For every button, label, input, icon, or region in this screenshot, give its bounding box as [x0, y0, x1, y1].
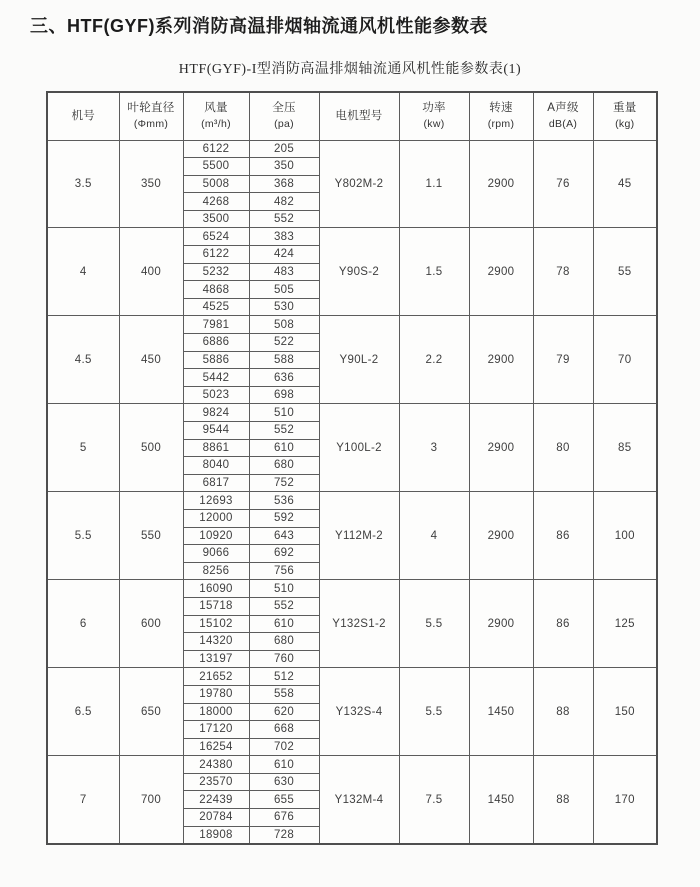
cell-speed: 2900 [469, 492, 533, 580]
table-row [47, 140, 657, 158]
cell-weight: 70 [593, 316, 657, 404]
column-label: 电机型号 [335, 109, 383, 122]
cell-pressure: 483 [249, 263, 319, 281]
cell-power: 1.1 [399, 140, 469, 228]
column-unit: dB(A) [548, 118, 578, 130]
cell-pressure: 698 [249, 386, 319, 404]
cell-motor-model: Y90S-2 [319, 228, 399, 316]
cell-impeller-diameter: 700 [119, 756, 183, 844]
cell-pressure: 756 [249, 562, 319, 580]
table-header [47, 92, 657, 140]
cell-impeller-diameter: 550 [119, 492, 183, 580]
cell-motor-model: Y132S1-2 [319, 580, 399, 668]
column-label: 风量 [204, 101, 228, 114]
cell-airflow: 5023 [183, 386, 249, 404]
cell-power: 5.5 [399, 668, 469, 756]
column-label: 转速 [489, 101, 513, 114]
cell-pressure: 702 [249, 738, 319, 756]
cell-airflow: 3500 [183, 210, 249, 228]
cell-power: 5.5 [399, 580, 469, 668]
cell-pressure: 643 [249, 527, 319, 545]
table-row [47, 668, 657, 686]
cell-speed: 2900 [469, 228, 533, 316]
cell-weight: 170 [593, 756, 657, 844]
cell-noise-level: 76 [533, 140, 593, 228]
cell-power: 3 [399, 404, 469, 492]
cell-airflow: 13197 [183, 650, 249, 668]
cell-model-no: 4 [47, 228, 119, 316]
cell-pressure: 636 [249, 369, 319, 387]
cell-airflow: 16090 [183, 580, 249, 598]
column-header-jihao [47, 92, 119, 140]
cell-pressure: 536 [249, 492, 319, 510]
cell-airflow: 5232 [183, 263, 249, 281]
cell-pressure: 592 [249, 509, 319, 527]
cell-power: 2.2 [399, 316, 469, 404]
cell-pressure: 655 [249, 791, 319, 809]
cell-pressure: 610 [249, 439, 319, 457]
column-header-speed [469, 92, 533, 140]
cell-pressure: 508 [249, 316, 319, 334]
cell-power: 4 [399, 492, 469, 580]
cell-pressure: 482 [249, 193, 319, 211]
cell-pressure: 510 [249, 580, 319, 598]
cell-noise-level: 80 [533, 404, 593, 492]
cell-pressure: 692 [249, 545, 319, 563]
cell-weight: 125 [593, 580, 657, 668]
cell-pressure: 552 [249, 210, 319, 228]
column-label: 叶轮直径 [127, 101, 175, 114]
cell-pressure: 530 [249, 298, 319, 316]
column-unit: (kg) [615, 118, 635, 130]
cell-speed: 1450 [469, 756, 533, 844]
cell-pressure: 424 [249, 246, 319, 264]
cell-airflow: 24380 [183, 756, 249, 774]
cell-airflow: 8861 [183, 439, 249, 457]
cell-weight: 150 [593, 668, 657, 756]
cell-airflow: 18908 [183, 826, 249, 844]
cell-pressure: 588 [249, 351, 319, 369]
cell-airflow: 5886 [183, 351, 249, 369]
cell-model-no: 7 [47, 756, 119, 844]
cell-pressure: 760 [249, 650, 319, 668]
cell-pressure: 522 [249, 334, 319, 352]
cell-noise-level: 88 [533, 756, 593, 844]
cell-airflow: 10920 [183, 527, 249, 545]
cell-pressure: 552 [249, 422, 319, 440]
cell-impeller-diameter: 350 [119, 140, 183, 228]
cell-model-no: 5 [47, 404, 119, 492]
cell-motor-model: Y90L-2 [319, 316, 399, 404]
cell-impeller-diameter: 650 [119, 668, 183, 756]
cell-pressure: 350 [249, 158, 319, 176]
cell-pressure: 205 [249, 140, 319, 158]
cell-pressure: 510 [249, 404, 319, 422]
cell-pressure: 558 [249, 685, 319, 703]
cell-pressure: 505 [249, 281, 319, 299]
column-header-flow [183, 92, 249, 140]
cell-motor-model: Y100L-2 [319, 404, 399, 492]
cell-airflow: 18000 [183, 703, 249, 721]
cell-pressure: 676 [249, 809, 319, 827]
table-subtitle: HTF(GYF)-I型消防高温排烟轴流通风机性能参数表(1) [178, 62, 522, 77]
header-row [47, 92, 657, 140]
cell-airflow: 4868 [183, 281, 249, 299]
cell-airflow: 6524 [183, 228, 249, 246]
cell-pressure: 552 [249, 597, 319, 615]
table-row [47, 228, 657, 246]
cell-model-no: 3.5 [47, 140, 119, 228]
cell-motor-model: Y132M-4 [319, 756, 399, 844]
cell-airflow: 20784 [183, 809, 249, 827]
table-body [47, 140, 657, 844]
cell-motor-model: Y802M-2 [319, 140, 399, 228]
cell-model-no: 5.5 [47, 492, 119, 580]
fan-spec-table [46, 91, 658, 845]
column-header-noise [533, 92, 593, 140]
cell-airflow: 5500 [183, 158, 249, 176]
cell-weight: 100 [593, 492, 657, 580]
column-header-motor [319, 92, 399, 140]
cell-speed: 1450 [469, 668, 533, 756]
cell-airflow: 16254 [183, 738, 249, 756]
column-unit: (Φmm) [133, 118, 169, 130]
cell-impeller-diameter: 600 [119, 580, 183, 668]
cell-airflow: 12000 [183, 509, 249, 527]
cell-noise-level: 79 [533, 316, 593, 404]
cell-pressure: 512 [249, 668, 319, 686]
cell-pressure: 383 [249, 228, 319, 246]
cell-noise-level: 88 [533, 668, 593, 756]
cell-motor-model: Y112M-2 [319, 492, 399, 580]
cell-speed: 2900 [469, 316, 533, 404]
cell-airflow: 17120 [183, 721, 249, 739]
cell-airflow: 23570 [183, 773, 249, 791]
cell-pressure: 620 [249, 703, 319, 721]
table-row [47, 492, 657, 510]
cell-airflow: 4525 [183, 298, 249, 316]
cell-airflow: 6886 [183, 334, 249, 352]
cell-speed: 2900 [469, 404, 533, 492]
cell-noise-level: 86 [533, 492, 593, 580]
cell-airflow: 21652 [183, 668, 249, 686]
cell-model-no: 6 [47, 580, 119, 668]
column-unit: (rpm) [487, 118, 515, 130]
cell-airflow: 9544 [183, 422, 249, 440]
cell-weight: 55 [593, 228, 657, 316]
cell-airflow: 7981 [183, 316, 249, 334]
column-header-power [399, 92, 469, 140]
cell-impeller-diameter: 450 [119, 316, 183, 404]
cell-speed: 2900 [469, 140, 533, 228]
cell-airflow: 5008 [183, 175, 249, 193]
cell-pressure: 668 [249, 721, 319, 739]
cell-weight: 85 [593, 404, 657, 492]
column-label: 机号 [71, 109, 96, 122]
cell-noise-level: 78 [533, 228, 593, 316]
cell-motor-model: Y132S-4 [319, 668, 399, 756]
column-unit: (m³/h) [201, 118, 231, 130]
cell-airflow: 8256 [183, 562, 249, 580]
cell-pressure: 610 [249, 615, 319, 633]
cell-pressure: 752 [249, 474, 319, 492]
cell-model-no: 6.5 [47, 668, 119, 756]
cell-model-no: 4.5 [47, 316, 119, 404]
table-row [47, 404, 657, 422]
table-row [47, 756, 657, 774]
cell-airflow: 4268 [183, 193, 249, 211]
cell-airflow: 8040 [183, 457, 249, 475]
cell-airflow: 19780 [183, 685, 249, 703]
cell-airflow: 9066 [183, 545, 249, 563]
cell-noise-level: 86 [533, 580, 593, 668]
column-header-pressure [249, 92, 319, 140]
cell-airflow: 6122 [183, 140, 249, 158]
cell-power: 1.5 [399, 228, 469, 316]
table-row [47, 316, 657, 334]
cell-airflow: 15102 [183, 615, 249, 633]
page-title: 三、HTF(GYF)系列消防高温排烟轴流通风机性能参数表 [30, 16, 488, 36]
cell-airflow: 15718 [183, 597, 249, 615]
cell-airflow: 14320 [183, 633, 249, 651]
column-label: A声级 [547, 101, 579, 114]
cell-airflow: 12693 [183, 492, 249, 510]
column-header-weight [593, 92, 657, 140]
cell-pressure: 368 [249, 175, 319, 193]
column-unit: (pa) [274, 118, 294, 130]
cell-airflow: 9824 [183, 404, 249, 422]
cell-airflow: 6122 [183, 246, 249, 264]
cell-pressure: 728 [249, 826, 319, 844]
cell-pressure: 630 [249, 773, 319, 791]
cell-airflow: 22439 [183, 791, 249, 809]
cell-pressure: 610 [249, 756, 319, 774]
cell-pressure: 680 [249, 633, 319, 651]
column-header-diameter [119, 92, 183, 140]
column-label: 功率 [422, 101, 446, 114]
column-unit: (kw) [423, 118, 445, 130]
cell-airflow: 5442 [183, 369, 249, 387]
cell-airflow: 6817 [183, 474, 249, 492]
cell-weight: 45 [593, 140, 657, 228]
column-label: 全压 [272, 101, 296, 114]
column-label: 重量 [612, 101, 637, 114]
cell-power: 7.5 [399, 756, 469, 844]
cell-impeller-diameter: 500 [119, 404, 183, 492]
cell-impeller-diameter: 400 [119, 228, 183, 316]
cell-speed: 2900 [469, 580, 533, 668]
table-row [47, 580, 657, 598]
cell-pressure: 680 [249, 457, 319, 475]
